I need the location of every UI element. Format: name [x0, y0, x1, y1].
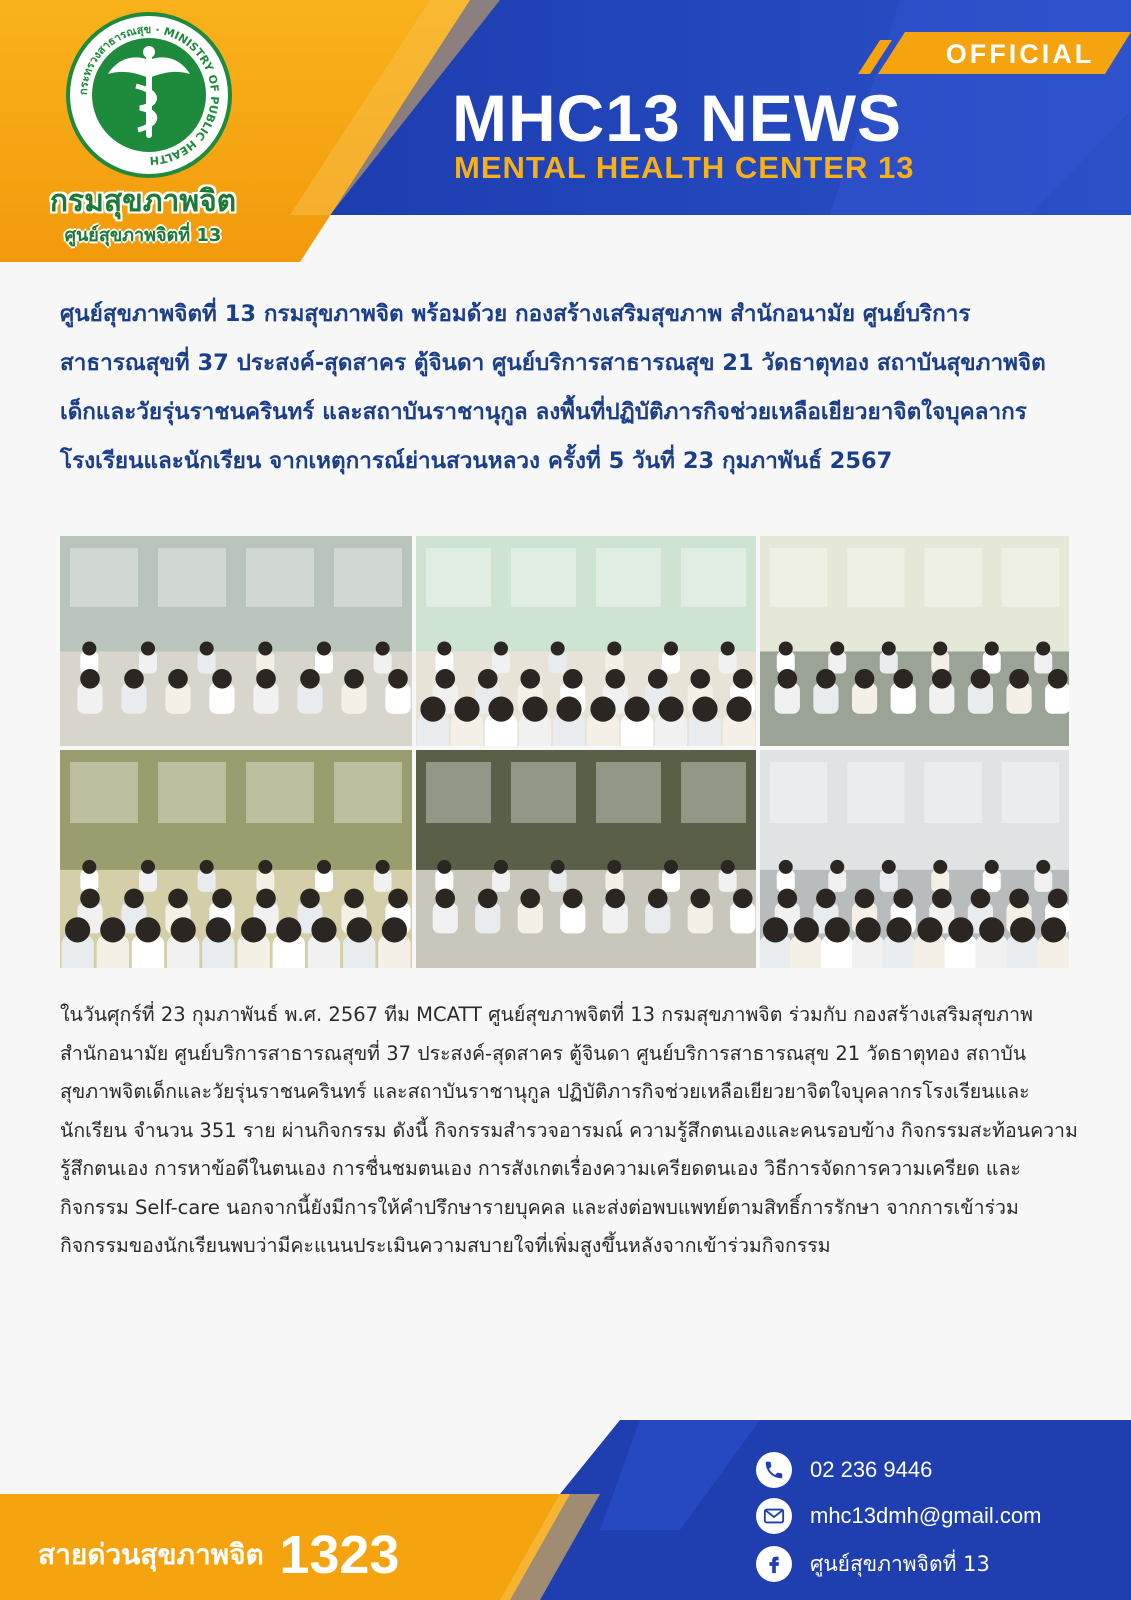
corridor-talk-photo	[760, 750, 1069, 968]
email-text: mhc13dmh@gmail.com	[810, 1503, 1042, 1528]
department-name: กรมสุขภาพจิต	[49, 184, 237, 219]
contact-email[interactable]	[756, 1496, 1116, 1536]
team-group-photo	[60, 750, 412, 968]
hotline-number[interactable]: 1323	[279, 1525, 400, 1585]
official-badge: OFFICIAL	[945, 39, 1095, 69]
classroom-circle-photo	[60, 536, 412, 746]
headline: ศูนย์สุขภาพจิตที่ 13 กรมสุขภาพจิต พร้อมด้วย กองสร้างเสริมสุขภาพ สำนักอนามัย ศูนย์บริการสาธารณสุขที่ 37 ประสงค์-สุดสาคร ตู้จินดา ศูนย์บริการสาธารณสุข 21 วัดธาตุทอง สถาบันสุขภาพจิตเด็กและวัยรุ่นราชนครินทร์ และสถาบันราชานุกูล ลงพื้นที่ปฏิบัติภารกิจช่วยเหลือเยียวยาจิตใจบุคลากรโรงเรียนและนักเรียน จากเหตุการณ์ย่านสวนหลวง ครั้งที่ 5 วันที่ 23 กุมภาพันธ์ 2567	[60, 301, 1046, 474]
contact-phone[interactable]	[756, 1450, 1116, 1490]
hall-students-photo	[760, 536, 1069, 746]
stage-presentation-photo	[416, 750, 756, 968]
news-title: MHC13 NEWS	[452, 81, 903, 155]
phone-text: 02 236 9446	[810, 1457, 933, 1482]
article-body: ในวันศุกร์ที่ 23 กุมภาพันธ์ พ.ศ. 2567 ทีม MCATT ศูนย์สุขภาพจิตที่ 13 กรมสุขภาพจิต ร่วมกับ กองสร้างเสริมสุขภาพ สำนักอนามัย ศูนย์บริการสาธารณสุขที่ 37 ประสงค์-สุดสาคร ตู้จินดา ศูนย์บริการสาธารณสุข 21 วัดธาตุทอง สถาบันสุขภาพจิตเด็กและวัยรุ่นราชนครินทร์ และสถาบันราชานุกูล ปฏิบัติภารกิจช่วยเหลือเยียวยาจิตใจบุคลากรโรงเรียนและนักเรียน จำนวน 351 ราย ผ่านกิจกรรม ดังนี้ กิจกรรมสำรวจอารมณ์ ความรู้สึกตนเองและคนรอบข้าง กิจกรรมสะท้อนความรู้สึกตนเอง การหาข้อดีในตนเอง การชื่นชมตนเอง การสังเกตเรื่องความเครียดตนเอง วิธีการจัดการความเครียด และกิจกรรม Self-care นอกจากนี้ยังมีการให้คำปรึกษารายบุคคล และส่งต่อพบแพทย์ตามสิทธิ์การรักษา จากการเข้าร่วมกิจกรรมของนักเรียนพบว่ามีคะแนนประเมินความสบายใจที่เพิ่มสูงขึ้นหลังจากเข้าร่วมกิจกรรม	[60, 1003, 1078, 1257]
hotline	[38, 1524, 558, 1584]
mail-icon	[756, 1498, 792, 1534]
phone-icon	[756, 1452, 792, 1488]
photo-collage	[60, 536, 1069, 968]
news-subtitle: MENTAL HEALTH CENTER 13	[454, 150, 915, 185]
facebook-text: ศูนย์สุขภาพจิตที่ 13	[810, 1551, 990, 1576]
ministry-logo	[66, 12, 232, 178]
facebook-icon	[756, 1546, 792, 1582]
logo-ring-text: กระทรวงสาธารณสุข · MINISTRY OF PUBLIC HEALTH	[76, 22, 222, 168]
contact-facebook[interactable]	[756, 1544, 1116, 1584]
center-name: ศูนย์สุขภาพจิตที่ 13	[64, 225, 222, 246]
counseling-desk-photo	[416, 536, 756, 746]
hotline-label: สายด่วนสุขภาพจิต	[38, 1538, 264, 1571]
caduceus-icon	[70, 16, 228, 174]
